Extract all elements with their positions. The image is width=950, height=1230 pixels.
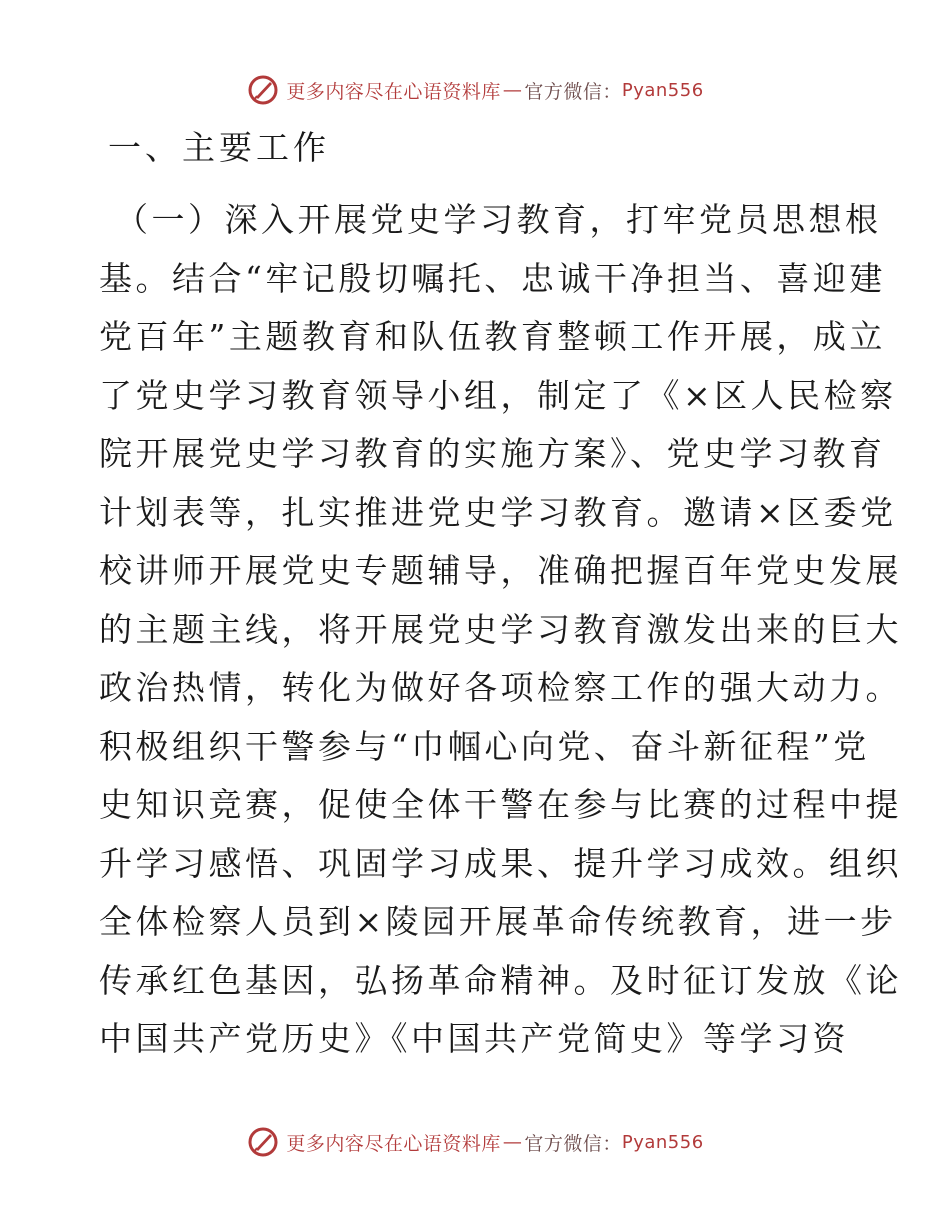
banner-promo-text: 更多内容尽在心语资料库 <box>286 1132 501 1155</box>
header-banner <box>0 70 950 110</box>
quill-emblem-icon <box>246 1125 280 1159</box>
paragraph-line: 校讲师开展党史专题辅导，准确把握百年党史发展 <box>99 551 902 590</box>
paragraph-line: 院开展党史学习教育的实施方案》、党史学习教育 <box>99 434 886 473</box>
banner-official-label: 官方微信： <box>524 80 622 103</box>
banner-promo-text: 更多内容尽在心语资料库 <box>286 80 501 103</box>
paragraph-line: 的主题主线，将开展党史学习教育激发出来的巨大 <box>99 609 902 649</box>
paragraph-line: 了党史学习教育领导小组，制定了《×区人民检察 <box>99 375 897 415</box>
paragraph-line: 全体检察人员到×陵园开展革命传统教育，进一步 <box>99 902 897 941</box>
paragraph-line: 计划表等，扎实推进党史学习教育。邀请×区委党 <box>99 492 897 532</box>
banner-wechat-id: Pyan556 <box>621 79 704 101</box>
paragraph-line: 基。结合“牢记殷切嘱托、忠诚干净担当、喜迎建 <box>99 258 886 298</box>
body-paragraph <box>99 191 902 1069</box>
paragraph-line: （一）深入开展党史学习教育，打牢党员思想根 <box>115 200 882 239</box>
footer-banner <box>0 1122 950 1162</box>
paragraph-line: 史知识竞赛，促使全体干警在参与比赛的过程中提 <box>99 785 902 824</box>
banner-separator: — <box>502 1131 523 1153</box>
section-heading: 一、主要工作 <box>108 128 330 167</box>
banner-wechat-id: Pyan556 <box>621 1131 704 1153</box>
banner-separator: — <box>502 79 523 101</box>
paragraph-line: 传承红色基因，弘扬革命精神。及时征订发放《论 <box>99 960 902 1000</box>
paragraph-line: 中国共产党历史》《中国共产党简史》等学习资 <box>99 1019 849 1058</box>
paragraph-line: 积极组织干警参与“巾帼心向党、奋斗新征程”党 <box>99 726 870 766</box>
banner-official-label: 官方微信： <box>524 1132 622 1155</box>
paragraph-line: 政治热情，转化为做好各项检察工作的强大动力。 <box>99 668 902 707</box>
quill-emblem-icon <box>246 73 280 107</box>
paragraph-line: 党百年”主题教育和队伍教育整顿工作开展，成立 <box>99 317 886 356</box>
paragraph-line: 升学习感悟、巩固学习成果、提升学习成效。组织 <box>99 843 902 883</box>
